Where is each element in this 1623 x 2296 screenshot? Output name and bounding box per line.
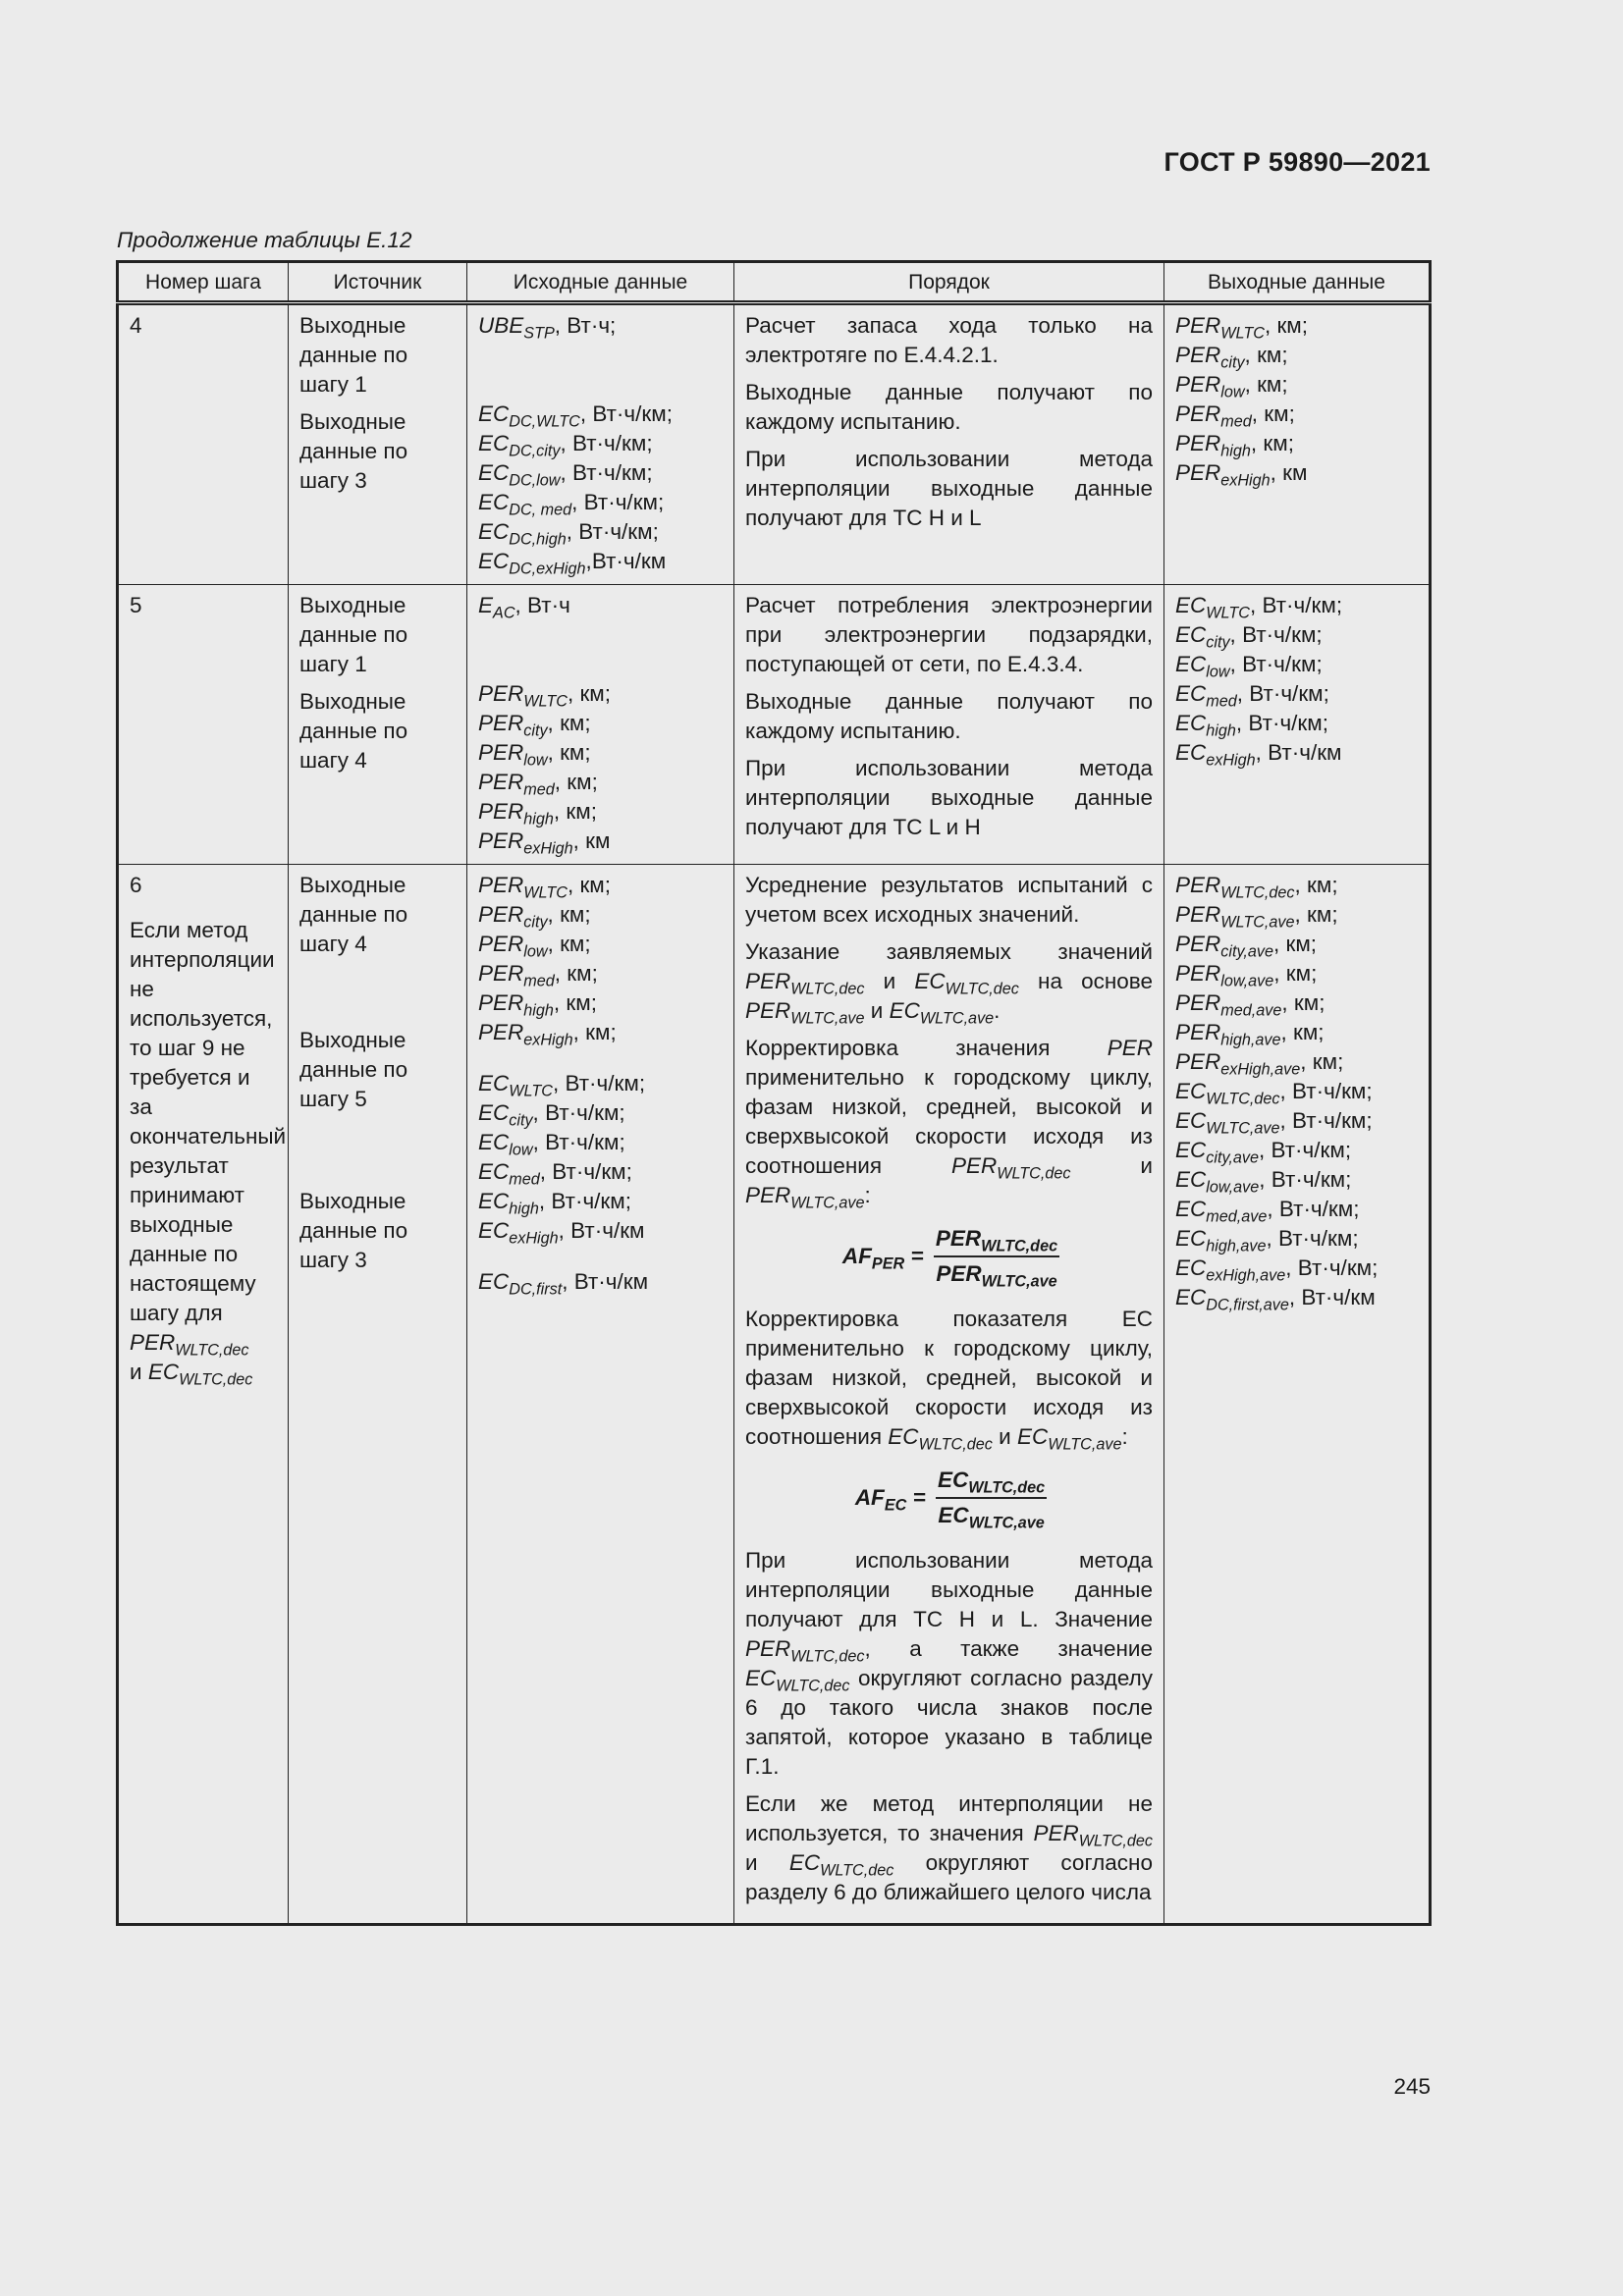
col-header-procedure: Порядок bbox=[734, 262, 1164, 303]
col-header-output: Выходные данные bbox=[1164, 262, 1431, 303]
step-number-cell: 6 Если метод интерполяции не используется, то шаг 9 не требуется и за окончательный результат принимают выходные данные по настоящему шагу для $PER_{WLTC,dec}$ и $EC_{WLTC,dec}$ bbox=[118, 865, 289, 1925]
step-note: Если метод интерполяции не используется, то шаг 9 не требуется и за окончательный результат принимают выходные данные по настоящему шагу для bbox=[130, 918, 287, 1325]
source-cell: Выходные данные по шагу 1 Выходные данные по шагу 3 bbox=[289, 303, 467, 585]
step-number: 5 bbox=[118, 585, 289, 865]
input-cell: $E_{AC}$, Вт·ч $PER_{WLTC}$, км; $PER_{city}$, км; $PER_{low}$, км; $PER_{med}$, км; $PER_{high}$, км; $PER_{exHigh}$, км bbox=[467, 585, 734, 865]
page-number: 245 bbox=[1393, 2074, 1431, 2099]
formula-af-per: $AF_{PER}$ = $\frac{PER_{WLTC,dec}}{PER_{WLTC,ave}}$ bbox=[841, 1226, 1058, 1291]
table-row-step-5 bbox=[118, 585, 1431, 865]
input-cell: $PER_{WLTC}$, км; $PER_{city}$, км; $PER_{low}$, км; $PER_{med}$, км; $PER_{high}$, км; $PER_{exHigh}$, км; $EC_{WLTC}$, Вт·ч/км; $EC_{city}$, Вт·ч/км; $EC_{low}$, Вт·ч/км; $EC_{med}$, Вт·ч/км; $EC_{high}$, Вт·ч/км; $EC_{exHigh}$, Вт·ч/км $EC_{DC,first}$, Вт·ч/км bbox=[467, 865, 734, 1925]
output-cell: $EC_{WLTC}$, Вт·ч/км; $EC_{city}$, Вт·ч/км; $EC_{low}$, Вт·ч/км; $EC_{med}$, Вт·ч/км; $EC_{high}$, Вт·ч/км; $EC_{exHigh}$, Вт·ч/км bbox=[1164, 585, 1431, 865]
col-header-source: Источник bbox=[289, 262, 467, 303]
table-row-step-4 bbox=[118, 303, 1431, 585]
source-cell: Выходные данные по шагу 1 Выходные данные по шагу 4 bbox=[289, 585, 467, 865]
standard-designation: ГОСТ Р 59890—2021 bbox=[1163, 147, 1431, 177]
table-row-step-6 bbox=[118, 865, 1431, 1925]
procedure-table bbox=[116, 260, 1432, 1926]
output-cell: $PER_{WLTC,dec}$, км; $PER_{WLTC,ave}$, км; $PER_{city,ave}$, км; $PER_{low,ave}$, км; $PER_{med,ave}$, км; $PER_{high,ave}$, км; $PER_{exHigh,ave}$, км; $EC_{WLTC,dec}$, Вт·ч/км; $EC_{WLTC,ave}$, Вт·ч/км; $EC_{city,ave}$, Вт·ч/км; $EC_{low,ave}$, Вт·ч/км; $EC_{med,ave}$, Вт·ч/км; $EC_{high,ave}$, Вт·ч/км; $EC_{exHigh,ave}$, Вт·ч/км; $EC_{DC,first,ave}$, Вт·ч/км bbox=[1164, 865, 1431, 1925]
procedure-cell: Расчет запаса хода только на электротяге по Е.4.4.2.1. Выходные данные получают по каждому испытанию. При использовании метода интерполяции выходные данные получают для ТС H и L bbox=[734, 303, 1164, 585]
table-caption: Продолжение таблицы Е.12 bbox=[117, 228, 412, 252]
step-number: 4 bbox=[118, 303, 289, 585]
col-header-input: Исходные данные bbox=[467, 262, 734, 303]
col-header-step: Номер шага bbox=[118, 262, 289, 303]
formula-af-ec: $AF_{EC}$ = $\frac{EC_{WLTC,dec}}{EC_{WLTC,ave}}$ bbox=[854, 1468, 1046, 1532]
procedure-cell: Усреднение результатов испытаний с учетом всех исходных значений. Указание заявляемых значений $PER_{WLTC,dec}$ и $EC_{WLTC,dec}$ на основе $PER_{WLTC,ave}$ и $EC_{WLTC,ave}$. Корректировка значения PER применительно к городскому циклу, фазам низкой, средней, высокой и сверхвысокой скорости исходя из соотношения $PER_{WLTC,dec}$ и $PER_{WLTC,ave}$: $AF_{PER}$ = $\frac{PER_{WLTC,dec}}{PER_{WLTC,ave}}$ Корректировка показателя EC применительно к городскому циклу, фазам низкой, средней, высокой и сверхвысокой скорости исходя из соотношения $EC_{WLTC,dec}$ и $EC_{WLTC,ave}$: $AF_{EC}$ = $\frac{EC_{WLTC,dec}}{EC_{WLTC,ave}}$ При использовании метода интерполяции выходные данные получают для ТС H и L. Значение $PER_{WLTC,dec}$, а также значение $EC_{WLTC,dec}$ округляют согласно разделу 6 до такого числа знаков после запятой, которое указано в таблице Г.1. Если же метод интерполяции не используется, то значения $PER_{WLTC,dec}$ и $EC_{WLTC,dec}$ округляют согласно разделу 6 до ближайшего целого числа bbox=[734, 865, 1164, 1925]
table-header-row bbox=[118, 262, 1431, 303]
output-cell: $PER_{WLTC}$, км; $PER_{city}$, км; $PER_{low}$, км; $PER_{med}$, км; $PER_{high}$, км; $PER_{exHigh}$, км bbox=[1164, 303, 1431, 585]
source-cell: Выходные данные по шагу 4 Выходные данные по шагу 5 Выходные данные по шагу 3 bbox=[289, 865, 467, 1925]
procedure-cell: Расчет потребления электроэнергии при электроэнергии подзарядки, поступающей от сети, по Е.4.3.4. Выходные данные получают по каждому испытанию. При использовании метода интерполяции выходные данные получают для ТС L и H bbox=[734, 585, 1164, 865]
input-cell: $UBE_{STP}$, Вт·ч; $EC_{DC,WLTC}$, Вт·ч/км; $EC_{DC,city}$, Вт·ч/км; $EC_{DC,low}$, Вт·ч/км; $EC_{DC, med}$, Вт·ч/км; $EC_{DC,high}$, Вт·ч/км; $EC_{DC,exHigh},Вт\cdot ч/км$ bbox=[467, 303, 734, 585]
